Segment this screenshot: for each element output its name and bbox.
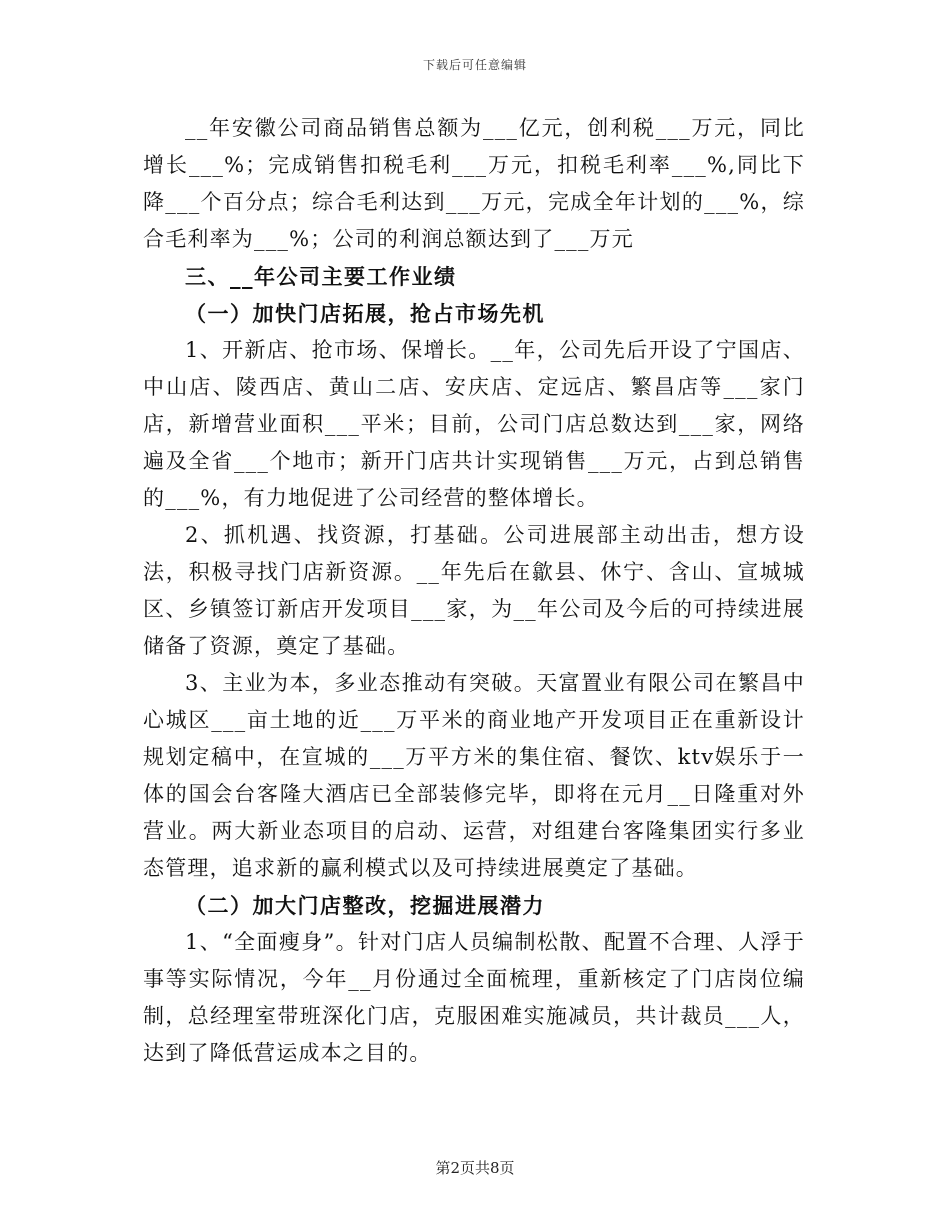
page-number: 第2页共8页	[435, 1159, 515, 1177]
paragraph-new-stores: 1、开新店、抢市场、保增长。__年，公司先后开设了宁国店、中山店、陵西店、黄山二店、安庆店、定远店、繁昌店等___家门店，新增营业面积___平米；目前，公司门店总数达到___家，网络遍及全省___个地市；新开门店共计实现销售___万元，占到总销售的___%，有力地促进了公司经营的整体增长。	[143, 338, 805, 510]
paragraph-sales-summary: __年安徽公司商品销售总额为___亿元，创利税___万元，同比增长___%；完成销售扣税毛利___万元，扣税毛利率___%,同比下降___个百分点；综合毛利达到___万元，完成全年计划的___%，综合毛利率为___%；公司的利润总额达到了___万元	[143, 116, 805, 251]
paragraph-slimming: 1、“全面瘦身”。针对门店人员编制松散、配置不合理、人浮于事等实际情况，今年__月份通过全面梳理，重新核定了门店岗位编制，总经理室带班深化门店，克服困难实施减员，共计裁员___人，达到了降低营运成本之目的。	[143, 930, 805, 1065]
subsection-heading-store-rectification: （二）加大门店整改，挖掘进展潜力	[185, 893, 545, 918]
document-body	[143, 110, 805, 1072]
paragraph-multi-format: 3、主业为本，多业态推动有突破。天富置业有限公司在繁昌中心城区___亩土地的近___万平米的商业地产开发项目正在重新设计规划定稿中，在宣城的___万平方米的集住宿、餐饮、ktv娱乐于一体的国会台客隆大酒店已全部装修完毕，即将在元月__日隆重对外营业。两大新业态项目的启动、运营，对组建台客隆集团实行多业态管理，追求新的赢利模式以及可持续进展奠定了基础。	[143, 671, 805, 880]
subsection-heading-store-expansion: （一）加快门店拓展，抢占市场先机	[185, 301, 545, 326]
paragraph-resources: 2、抓机遇、找资源，打基础。公司进展部主动出击，想方设法，积极寻找门店新资源。__年先后在歙县、休宁、含山、宣城城区、乡镇签订新店开发项目___家，为__年公司及今后的可持续进展储备了资源，奠定了基础。	[143, 523, 805, 658]
section-heading-work-results: 三、__年公司主要工作业绩	[185, 264, 457, 289]
page-header: 下载后可任意编辑	[422, 58, 527, 72]
